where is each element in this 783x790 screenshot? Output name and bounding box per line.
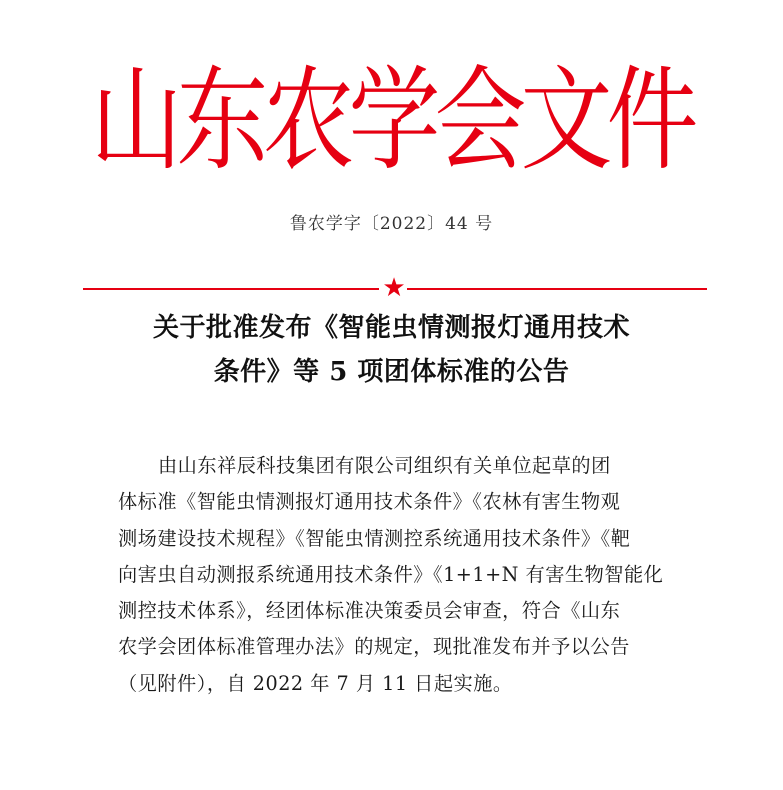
title-line-1: 关于批准发布《智能虫情测报灯通用技术 (152, 313, 630, 343)
red-divider (83, 273, 707, 303)
body-line-6: 农学会团体标准管理办法》的规定，现批准发布并予以公告 (118, 635, 630, 659)
body-line-7: （见附件），自 2022 年 7 月 11 日起实施。 (118, 671, 513, 695)
body-line-2: 体标准《智能虫情测报灯通用技术条件》《农林有害生物观 (118, 490, 621, 514)
body-line-4: 向害虫自动测报系统通用技术条件》《1+1+N 有害生物智能化 (118, 562, 664, 586)
body-line-1: 由山东祥辰科技集团有限公司组织有关单位起草的团 (158, 454, 611, 477)
divider-line-right (407, 288, 707, 290)
announcement-title (0, 306, 783, 394)
announcement-body (118, 448, 678, 702)
title-line-2: 条件》等 5 项团体标准的公告 (213, 357, 570, 387)
divider-line-left (83, 288, 379, 290)
body-line-5: 测控技术体系》，经团体标准决策委员会审查，符合《山东 (118, 599, 621, 623)
masthead-title: 山东农学会文件 (90, 55, 693, 186)
star-icon: ★ (382, 273, 406, 303)
body-line-3: 测场建设技术规程》《智能虫情测控系统通用技术条件》《靶 (118, 526, 631, 550)
document-number: 鲁农学字〔2022〕44 号 (289, 214, 494, 234)
